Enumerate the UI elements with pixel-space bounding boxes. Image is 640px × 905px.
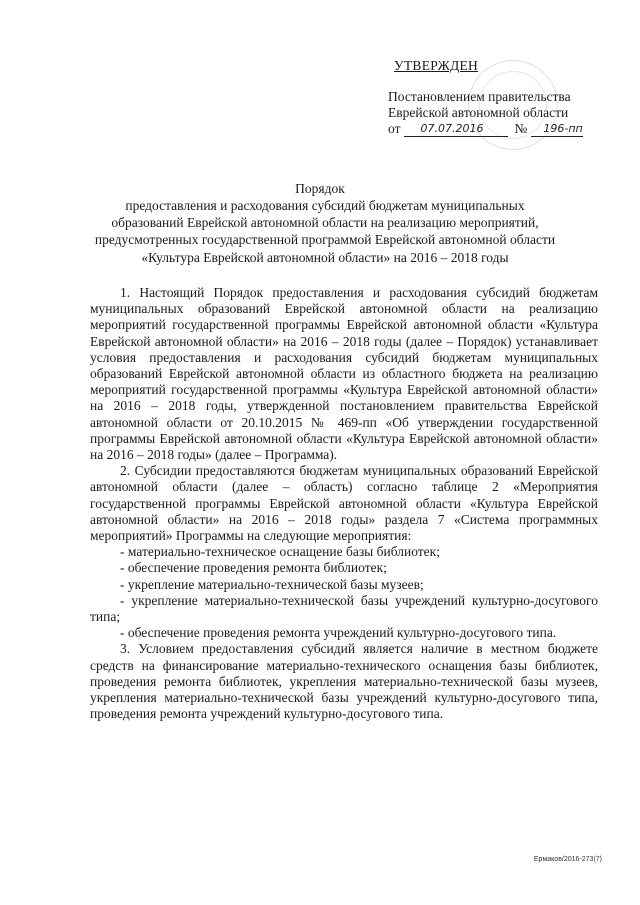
date-prefix: от (388, 121, 401, 136)
document-title: Порядок (295, 181, 345, 196)
paragraph-1: 1. Настоящий Порядок предоставления и расходования субсидий бюджетам муниципальных образований Еврейской автономной области на реализацию мероприятий государственной программы Еврейской автономной области «Культура Еврейской автономной области» на 2016 – 2018 годы (далее – Порядок) устанавливает условия предоставления и расходования субсидий бюджетам муниципальных образований Еврейской автономной области из областного бюджета на реализацию мероприятий государственной программы «Культура Еврейской автономной области» на 2016 – 2018 годы, утвержденной постановлением правительства Еврейской автономной области от 20.10.2015 № 469-пп «Об утверждении государственной программы Еврейской автономной области «Культура Еврейской автономной области» на 2016 – 2018 годы» (далее – Программа). (90, 285, 598, 463)
document-body (90, 285, 598, 722)
list-item: - обеспечение проведения ремонта учреждений культурно-досугового типа. (120, 625, 557, 641)
document-subtitle: предоставления и расходования субсидий бюджетам муниципальных образований Еврейской автономной области на реализацию мероприятий, предусмотренных государственной программой Еврейской автономной области «Культура Еврейской автономной области» на 2016 – 2018 годы (94, 198, 556, 265)
approval-heading: УТВЕРЖДЕН (394, 58, 479, 73)
number-value: 196-пп (531, 122, 583, 137)
list-item: - укрепление материально-технической базы музеев; (120, 576, 424, 592)
number-label: № (514, 121, 528, 136)
date-value: 07.07.2016 (404, 122, 508, 137)
approval-date-row (388, 121, 628, 137)
footer-code: Ермаков/2016-273(7) (533, 856, 602, 863)
list-item: - укрепление материально-технической базы учреждений культурно-досугового типа; (90, 592, 598, 625)
approval-block (388, 58, 628, 137)
paragraph-2: 2. Субсидии предоставляются бюджетам муниципальных образований Еврейской автономной области (далее – область) согласно таблице 2 «Мероприятия государственной программы Еврейской автономной области «Культура Еврейской автономной области» на 2016 – 2018 годы» раздела 7 «Система программных мероприятий» Программы на следующие мероприятия: (90, 463, 598, 544)
approval-line-1: Постановлением правительства (388, 89, 571, 104)
paragraph-3: 3. Условием предоставления субсидий является наличие в местном бюджете средств на финансирование материально-технического оснащения базы библиотек, проведения ремонта библиотек, укрепления материально-технической базы музеев, укрепления материально-технической базы учреждений культурно-досугового типа, проведения ремонта учреждений культурно-досугового типа. (90, 641, 598, 722)
approval-line-2: Еврейской автономной области (388, 105, 569, 120)
list-item: - обеспечение проведения ремонта библиотек; (120, 560, 387, 576)
list-item: - материально-техническое оснащение базы библиотек; (120, 544, 440, 560)
